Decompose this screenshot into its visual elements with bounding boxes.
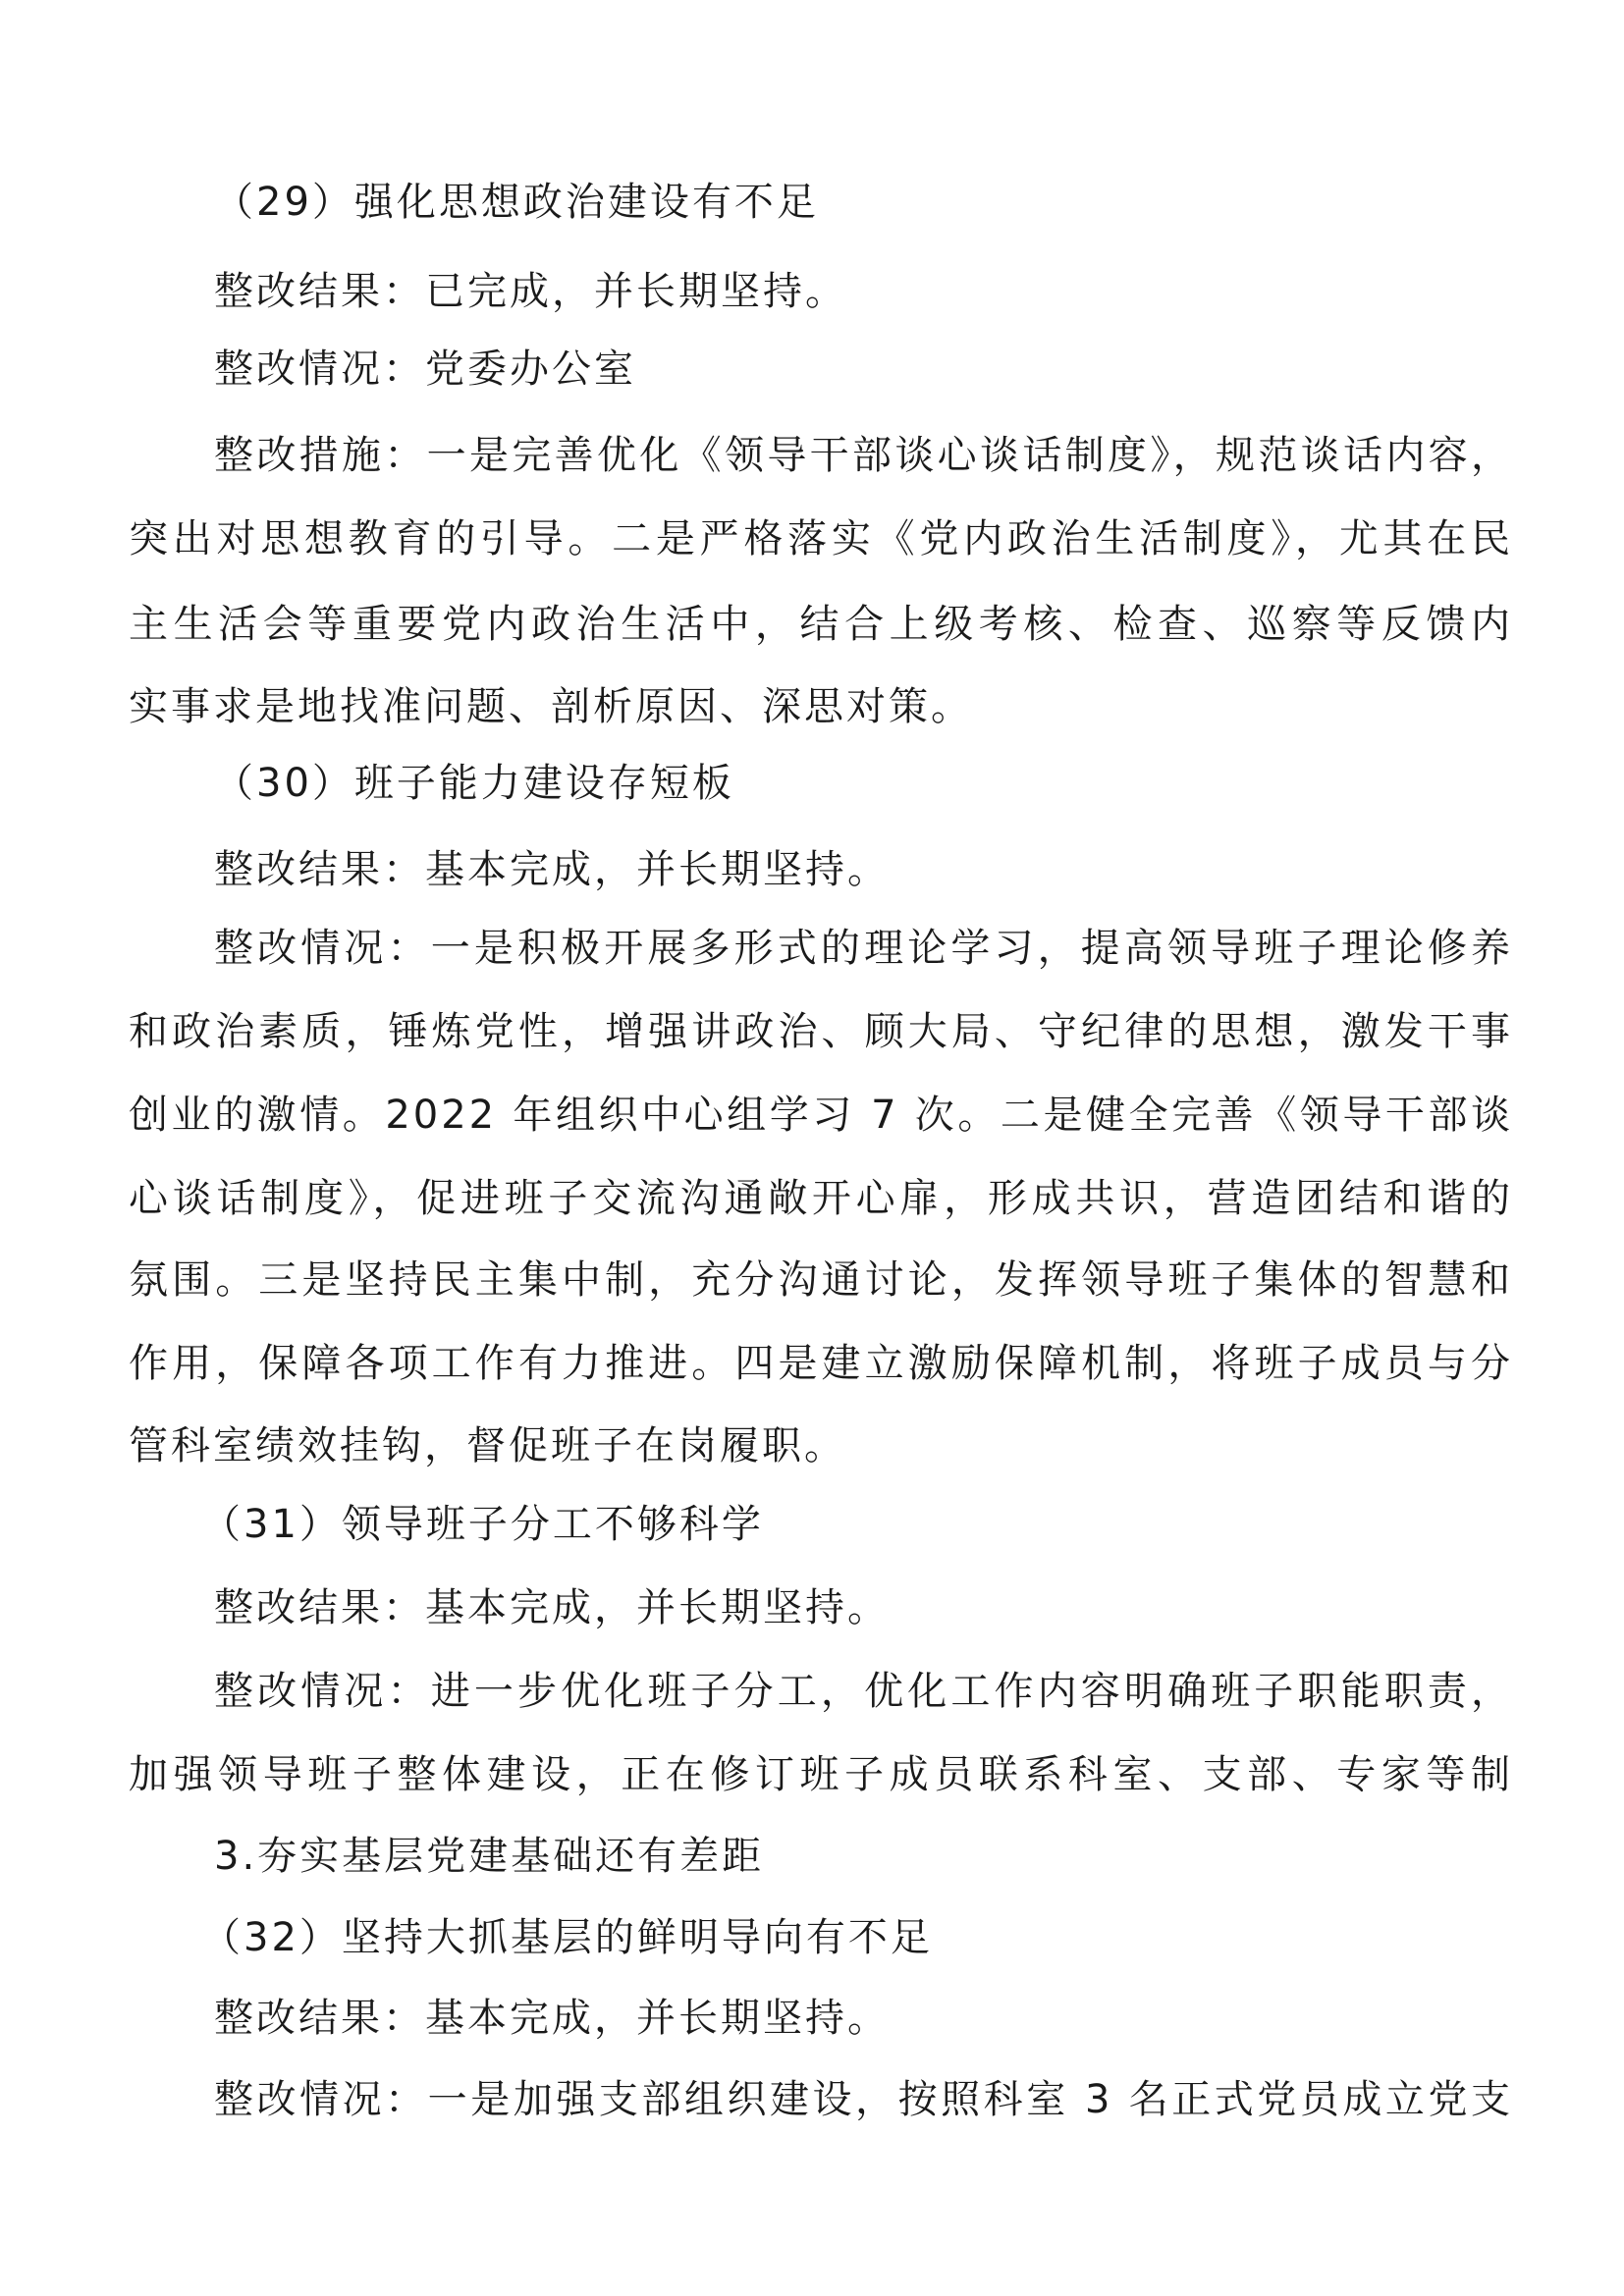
heading-text: （32）坚持大抓基层的鲜明导向有不足 (201, 1915, 933, 1960)
item-heading-31 (201, 1479, 1624, 1570)
item-heading-29 (214, 157, 1624, 247)
paragraph-text: 整改情况：一是加强支部组织建设，按照科室 3 名正式党员成立党支 (214, 2077, 1513, 2122)
paragraph-text: 管科室绩效挂钩，督促班子在岗履职。 (129, 1423, 846, 1468)
rectification-result (214, 1973, 1624, 2063)
paragraph-text: 整改结果：基本完成，并长期坚持。 (214, 1996, 890, 2041)
paragraph-text: 整改结果：基本完成，并长期坚持。 (214, 1585, 890, 1630)
paragraph-text: 和政治素质，锤炼党性，增强讲政治、顾大局、守纪律的思想，激发干事 (129, 1009, 1513, 1054)
paragraph-text: 心谈话制度》，促进班子交流沟通敞开心扉，形成共识，营造团结和谐的 (129, 1176, 1513, 1221)
status-line-3 (129, 1070, 1513, 1160)
paragraph-text: 创业的激情。2022 年组织中心组学习 7 次。二是健全完善《领导干部谈 (129, 1093, 1513, 1138)
rectification-status (214, 324, 1624, 414)
status-line-6 (129, 1318, 1513, 1409)
heading-text: 3.夯实基层党建基础还有差距 (214, 1834, 765, 1879)
paragraph-text: 氛围。三是坚持民主集中制，充分沟通讨论，发挥领导班子集体的智慧和 (129, 1257, 1513, 1303)
section-heading (214, 1811, 1624, 1901)
paragraph-text: 突出对思想教育的引导。二是严格落实《党内政治生活制度》，尤其在民 (129, 516, 1513, 561)
measures-line-2 (129, 494, 1513, 584)
rectification-result (214, 825, 1624, 915)
measures-line-1 (214, 410, 1513, 501)
status-line-4 (129, 1153, 1513, 1244)
rectification-result (214, 1563, 1624, 1653)
status-line-7 (129, 1401, 1624, 1491)
paragraph-text: 整改情况：党委办公室 (214, 347, 636, 392)
measures-line-3 (129, 579, 1513, 669)
status-line-2 (129, 987, 1513, 1077)
paragraph-text: 整改情况：一是积极开展多形式的理论学习，提高领导班子理论修养 (214, 926, 1513, 971)
heading-text: （31）领导班子分工不够科学 (201, 1502, 764, 1547)
paragraph-text: 整改措施：一是完善优化《领导干部谈心谈话制度》，规范谈话内容， (214, 433, 1513, 478)
status-line-2 (129, 1730, 1513, 1820)
heading-text: （30）班子能力建设存短板 (214, 761, 734, 806)
heading-text: （29）强化思想政治建设有不足 (214, 180, 819, 225)
status-line-1 (214, 903, 1513, 993)
paragraph-text: 整改结果：基本完成，并长期坚持。 (214, 847, 890, 892)
paragraph-text: 作用，保障各项工作有力推进。四是建立激励保障机制，将班子成员与分 (129, 1341, 1513, 1386)
status-line-5 (129, 1235, 1513, 1325)
paragraph-text: 加强领导班子整体建设，正在修订班子成员联系科室、支部、专家等制 (129, 1752, 1513, 1797)
item-heading-30 (214, 738, 1624, 828)
paragraph-text: 整改结果：已完成，并长期坚持。 (214, 269, 847, 314)
item-heading-32 (201, 1893, 1624, 1983)
paragraph-text: 实事求是地找准问题、剖析原因、深思对策。 (129, 684, 973, 729)
paragraph-text: 主生活会等重要党内政治生活中，结合上级考核、检查、巡察等反馈内 (129, 602, 1513, 647)
status-line-1 (214, 2055, 1513, 2145)
paragraph-text: 整改情况：进一步优化班子分工，优化工作内容明确班子职能职责， (214, 1669, 1513, 1714)
status-line-1 (214, 1646, 1513, 1736)
